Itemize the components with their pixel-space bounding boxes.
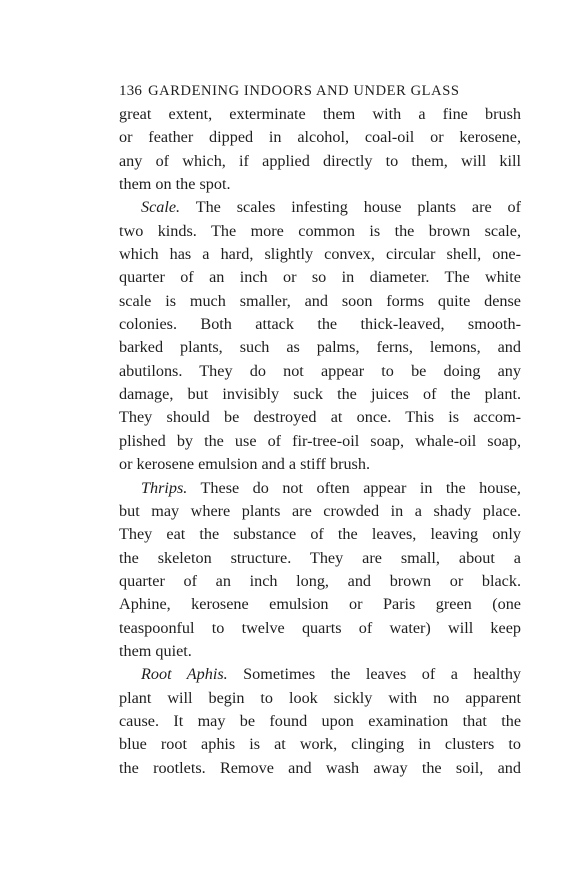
paragraph-scale (119, 196, 521, 476)
text-line (119, 196, 521, 219)
text-line: plished by the use of fir-tree-oil soap, whale-oil soap, (119, 431, 521, 450)
text-line: blue root aphis is at work, clinging in clusters to (119, 735, 521, 754)
section-heading-scale: Scale. (141, 198, 181, 217)
text-line: two kinds. The more common is the brown scale, (119, 221, 521, 240)
text-line: plant will begin to look sickly with no apparent (119, 688, 521, 707)
text-line: the skeleton structure. They are small, about a (119, 548, 521, 567)
section-heading-root-aphis: Root Aphis. (141, 665, 228, 684)
text-line: teaspoonful to twelve quarts of water) will keep (119, 618, 521, 637)
text-line: them on the spot. (119, 175, 231, 194)
text-line: Aphine, kerosene emulsion or Paris green (one (119, 595, 521, 614)
text-line-run: Sometimes the leaves of a healthy (243, 665, 522, 684)
page-number: 136 (119, 83, 143, 99)
text-line: quarter of an inch or so in diameter. The white (119, 268, 521, 287)
text-line: the rootlets. Remove and wash away the soil, and (119, 758, 521, 777)
text-line: damage, but invisibly suck the juices of the plant. (119, 385, 521, 404)
section-heading-thrips: Thrips. (141, 478, 188, 497)
text-line: or feather dipped in alcohol, coal-oil or kerosene, (119, 128, 521, 147)
text-line: barked plants, such as palms, ferns, lemons, and (119, 338, 521, 357)
text-line-run: The scales infesting house plants are of (195, 198, 521, 217)
text-line: They eat the substance of the leaves, leaving only (119, 525, 521, 544)
text-line (119, 477, 521, 500)
paragraph-thrips (119, 477, 521, 664)
text-line: They should be destroyed at once. This is accom- (119, 408, 521, 427)
text-line: any of which, if applied directly to them, will kill (119, 151, 521, 170)
running-head (119, 80, 521, 102)
text-line: or kerosene emulsion and a stiff brush. (119, 455, 371, 474)
paragraph-root-aphis (119, 663, 521, 780)
text-line-run: These do not often appear in the house, (200, 478, 521, 497)
text-line: them quiet. (119, 641, 192, 660)
paragraph-continuation (119, 103, 521, 196)
text-line (119, 663, 521, 686)
text-line: colonies. Both attack the thick-leaved, smooth- (119, 315, 521, 334)
text-line: which has a hard, slightly convex, circular shell, one- (119, 245, 521, 264)
text-line: scale is much smaller, and soon forms quite dense (119, 291, 521, 310)
text-line: abutilons. They do not appear to be doing any (119, 361, 521, 380)
text-line: cause. It may be found upon examination that the (119, 711, 521, 730)
running-title: GARDENING INDOORS AND UNDER GLASS (148, 83, 460, 99)
text-line: quarter of an inch long, and brown or black. (119, 571, 521, 590)
book-page (119, 80, 521, 780)
text-line: great extent, exterminate them with a fine brush (119, 105, 521, 123)
text-line: but may where plants are crowded in a shady place. (119, 501, 521, 520)
